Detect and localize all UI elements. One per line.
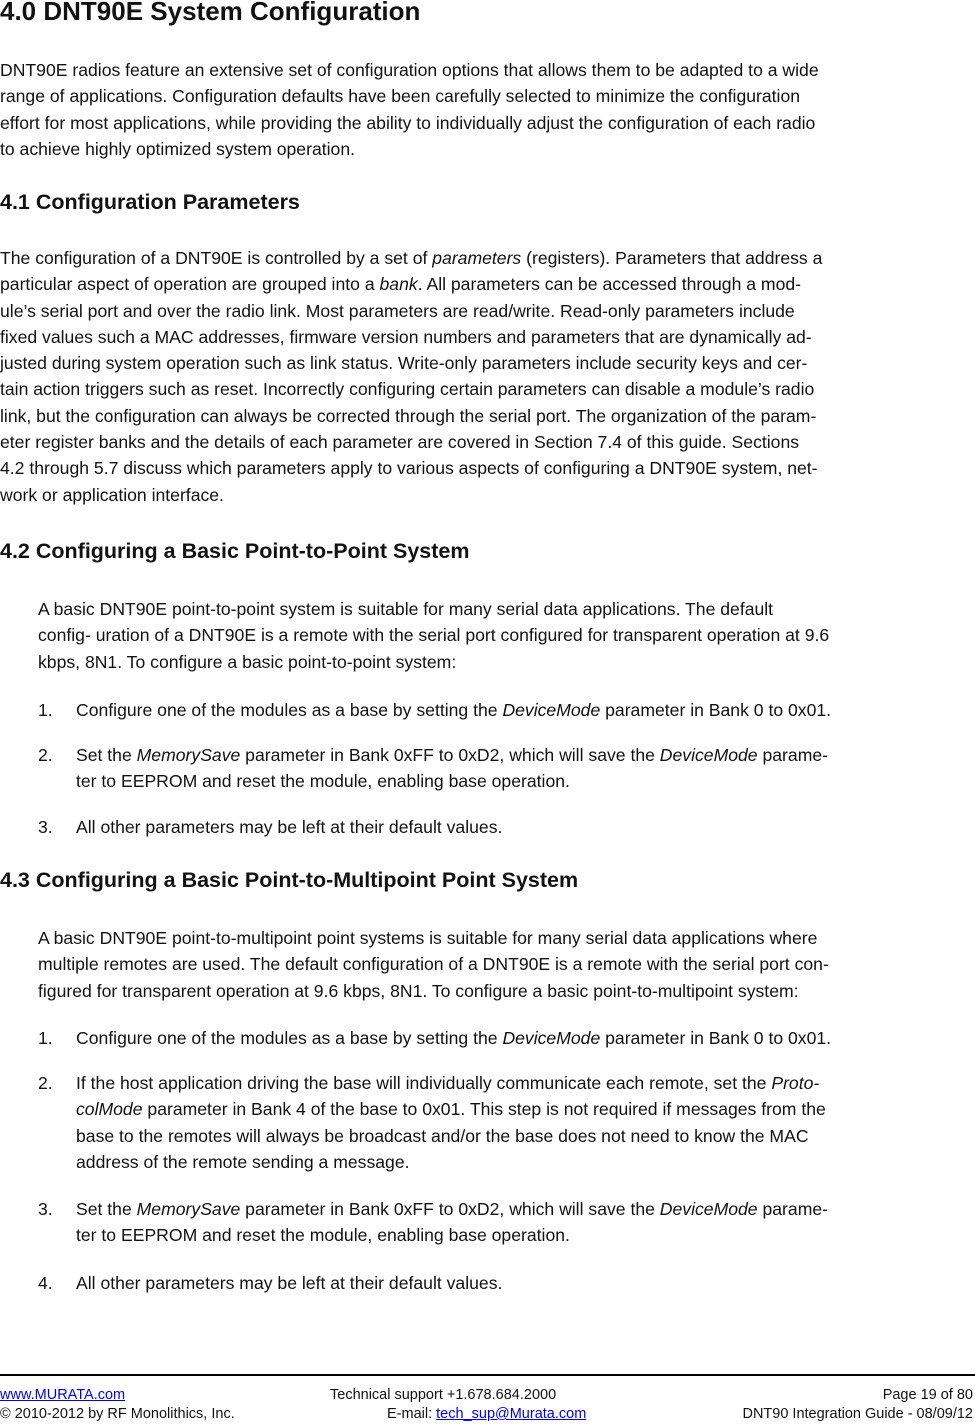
support-phone: Technical support +1.678.684.2000: [330, 1387, 557, 1403]
text-line: ule’s serial port and over the radio link. Most parameters are read/write. Read-only parameters include: [0, 300, 795, 321]
text-line: A basic DNT90E point-to-point system is suitable for many serial data applications. The default: [38, 599, 774, 619]
text-line: eter register banks and the details of each parameter are covered in Section 7.4 of this guide. Sections: [0, 432, 800, 453]
text-line: config- uration of a DNT90E is a remote with the serial port configured for transparent operation at 9.6: [38, 625, 830, 646]
list-item-text: Set the MemorySave parameter in Bank 0xFF to 0xD2, which will save the DeviceMode parame- ter to EEPROM and reset the module, enabling base operation.: [76, 745, 828, 792]
list-item-text: Set the MemorySave parameter in Bank 0xFF to 0xD2, which will save the DeviceMode parame- ter to EEPROM and reset the module, enabling base operation.: [76, 1199, 828, 1246]
point-to-point-paragraph: [38, 596, 829, 675]
text-line: effort for most applications, while providing the ability to individually adjust the configuration of each radio: [0, 112, 816, 133]
list-number: 1.: [38, 1028, 53, 1048]
text-line: range of applications. Configuration defaults have been carefully selected to minimize the configuration: [0, 86, 801, 107]
footer-divider: [0, 1374, 975, 1376]
list-number: 1.: [38, 700, 53, 720]
list-number: 4.: [38, 1273, 53, 1293]
text-line: work or application interface.: [0, 484, 224, 505]
list-number: 3.: [38, 1199, 53, 1219]
section-heading-4-1: 4.1 Configuration Parameters: [0, 190, 300, 214]
text-line: DNT90E radios feature an extensive set of configuration options that allows them to be adapted to a wide: [0, 60, 819, 80]
list-item-text: Configure one of the modules as a base by setting the DeviceMode parameter in Bank 0 to 0x01.: [76, 700, 832, 720]
page-number: Page 19 of 80: [882, 1387, 973, 1403]
point-to-multipoint-paragraph: [38, 925, 829, 1004]
guide-title: DNT90 Integration Guide - 08/09/12: [742, 1406, 973, 1422]
text-line: justed during system operation such as link status. Write-only parameters include security keys and cer-: [0, 353, 808, 374]
list-item-text: If the host application driving the base will individually communicate each remote, set the Proto- colMode parameter in Bank 4 of the base to 0x01. This step is not required if messages from the base to the remotes will always be broadcast and/or the base does not need to know the MAC address of the remote sending a message.: [76, 1073, 826, 1172]
text-line: The configuration of a DNT90E is controlled by a set of parameters (registers). Parameters that address a: [0, 248, 823, 268]
text-line: figured for transparent operation at 9.6 kbps, 8N1. To configure a basic point-to-multipoint system:: [38, 980, 799, 1001]
list-number: 2.: [38, 1073, 53, 1093]
section-heading-4-2: 4.2 Configuring a Basic Point-to-Point System: [0, 539, 470, 563]
email-link[interactable]: tech_sup@Murata.com: [436, 1406, 587, 1422]
text-line: tain action triggers such as reset. Incorrectly configuring certain parameters can disable a module’s radio: [0, 379, 815, 400]
text-line: to achieve highly optimized system operation.: [0, 138, 355, 159]
copyright-text: © 2010-2012 by RF Monolithics, Inc.: [0, 1406, 235, 1422]
website-link[interactable]: www.MURATA.com: [0, 1387, 126, 1403]
list-item-text: Configure one of the modules as a base by setting the DeviceMode parameter in Bank 0 to 0x01.: [76, 1028, 832, 1048]
text-line: A basic DNT90E point-to-multipoint point systems is suitable for many serial data applications where: [38, 928, 818, 948]
text-line: kbps, 8N1. To configure a basic point-to-point system:: [38, 651, 457, 672]
email-line: E-mail: tech_sup@Murata.com: [387, 1406, 587, 1422]
section-heading-4-0: 4.0 DNT90E System Configuration: [0, 0, 421, 26]
list-item-text: All other parameters may be left at their default values.: [76, 817, 503, 837]
text-line: multiple remotes are used. The default configuration of a DNT90E is a remote with the serial port con-: [38, 954, 829, 975]
section-heading-4-3: 4.3 Configuring a Basic Point-to-Multipoint Point System: [0, 868, 579, 892]
text-line: 4.2 through 5.7 discuss which parameters apply to various aspects of configuring a DNT90E system, net-: [0, 458, 818, 479]
text-line: particular aspect of operation are grouped into a bank. All parameters can be accessed through a mod-: [0, 274, 802, 295]
intro-paragraph: [0, 57, 819, 162]
text-line: fixed values such a MAC addresses, firmware version numbers and parameters that are dynamically ad-: [0, 326, 812, 347]
list-number: 3.: [38, 817, 53, 837]
list-number: 2.: [38, 745, 53, 765]
parameters-paragraph: [0, 245, 822, 508]
text-line: link, but the configuration can always be corrected through the serial port. The organization of the param-: [0, 405, 817, 426]
list-item-text: All other parameters may be left at their default values.: [76, 1273, 503, 1293]
